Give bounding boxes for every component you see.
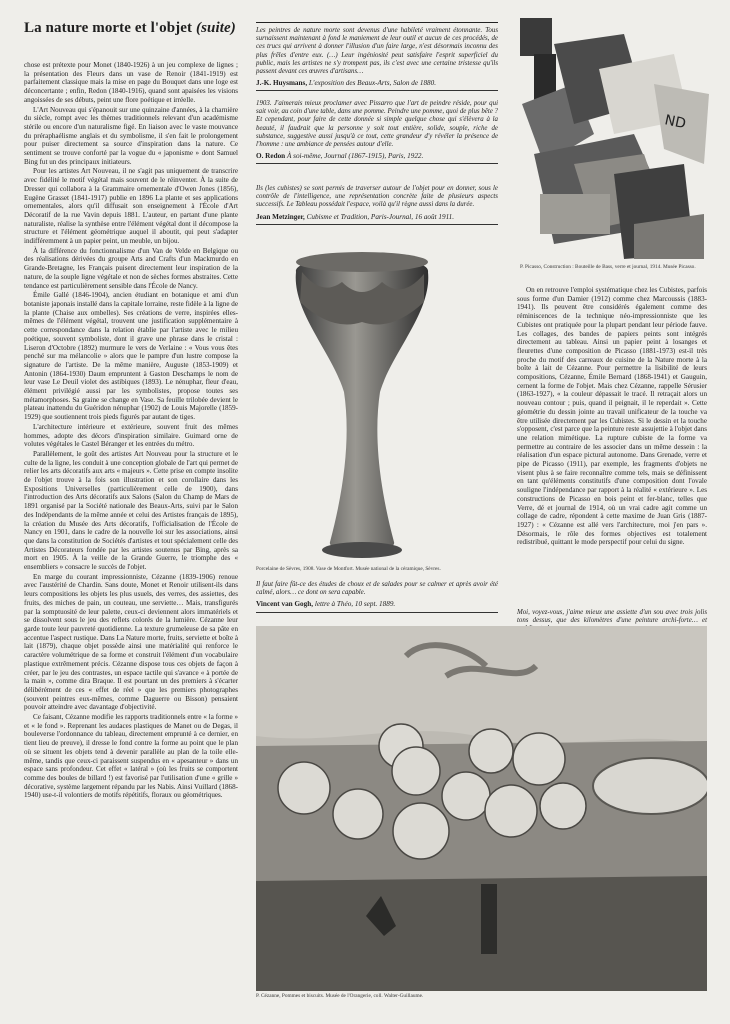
quote-author: O. Redon (256, 152, 287, 161)
quote-text: Les peintres de nature morte sont devenus d'une habileté vraiment étonnante. Tous surnaissent maintenant à fond le maniement de leur outil et aucun de ces procédés, de ces trucs qui arrivent à donner l'illusion d'un faire large, n'est désormais inconnu des plus frêles d'entre eux. (…) Leur ingéniosité peut satisfaire l'esprit superficiel du public, mais les artistes ne s'y trompent pas, ils c'est avec une certaine tristesse qu'ils passent devant ces œuvres d'artisans… (256, 27, 498, 76)
quote-van-gogh (256, 581, 498, 613)
quote-work: lettre à Théo, 10 sept. 1889. (314, 600, 396, 609)
picasso-construction-image (514, 14, 714, 262)
right-text-column (517, 286, 707, 606)
quotes-top-rule (256, 22, 498, 23)
sevres-vase-image (282, 242, 442, 564)
quote-text: Il faut faire fût-ce des études de choux et de salades pour se calmer et après avoir été calmé, alors… ce dont on sera capable. (256, 581, 498, 597)
left-text-column (24, 61, 238, 986)
quote-source (256, 152, 498, 164)
quote-work: L'exposition des Beaux-Arts, Salon de 1880. (308, 79, 437, 88)
paragraph: Ce faisant, Cézanne modifie les rapports traditionnels entre « la forme » et « le fond ». Reprenant les audaces plastiques de Manet ou de Degas, il bouleverse l'ordonnance du tableau, directement emprunté à ce dernier, en tient lieu de preuve), il dresse le fond contre la forme au point que le plan où se situent les objets tend à devenir parallèle au plan de la toile elle-même, tandis que ceux-ci paraissent suspendus en « apesanteur » dans un espace sans profondeur. Cet effet « latéral » (où les fruits se comportent comme des boules de billard !) est favorisé par l'utilisation d'une « grille » décorative, système largement répandu par les Nabis. Ainsi Vuillard (1868-1940) use-t-il volontiers de motifs répétitifs, floraux ou géométriques. (24, 713, 238, 800)
quote-source (256, 79, 498, 91)
paragraph: En marge du courant impressionniste, Cézanne (1839-1906) renoue avec l'austérité de Chardin. Sans doute, Monet et Renoir utilisent-ils dans leurs compositions les objets les plus usuels, des verres, des assiettes, des fruits, des miches de pain, un couteau, une serviette… Mais, transfigurés par la somptuosité de leur palette, ceux-ci deviennent alors immatériels et se dissolvent sous le jeu des reflets colorés de la lumière. Cézanne leur garde toute leur pauvreté quotidienne. La texture grumeleuse de sa pâte en accentue l'aspect rustique. Dans La Nature morte, fruits, serviette et boîte à lait (1879), chaque objet possède ainsi une matérialité qui renforce le caractère volumétrique de sa forme et construit l'élément d'un vocabulaire plastique extrêmement précis. Cézanne dispose tous ces objets de façon à créer, par le jeu des contrastes, un espace tactile qui s'avance « à portée de la main », comme dira Braque. Il est pourtant un des premiers à s'écarter délibérément de ces « effet de réel » que les premiers photographes (souvent peintres eux-mêmes, comme Daguerre ou Bisson) pensaient pouvoir atteindre avec davantage d'objectivité. (24, 572, 238, 712)
quote-text: 1903. J'aimerais mieux proclamer avec Pissarro que l'art de peindre réside, pour qui sait voir, au coin d'une table, dans une pomme. Peindre une pomme, quoi de plus bête ? Et cependant, pour faire de cette donnée si simple quelque chose qui s'élèvera à la beauté, il faudrait que la personne y soit tout entière, solide, souple, riche de substance, suggestive aussi jusqu'à ce tout, cette grandeur d'y révéler la présence de l'homme : une ambiance de pensées autour d'elle. (256, 100, 498, 149)
page-title (24, 20, 236, 37)
paragraph: À la différence du fonctionnalisme d'un Van de Velde en Belgique ou des réalisations dérivées du groupe Arts and Crafts d'un Mackmurdo en Grande-Bretagne, les Français puisent directement leur inspiration de la nature, de la souple ligne végétale et non de sèches formes abstraites. Cette tendance est particulièrement sensible dans l'École de Nancy. (24, 246, 238, 290)
paragraph: Émile Gallé (1846-1904), ancien étudiant en botanique et ami d'un botaniste japonais installé dans la capitale lorraine, reste fidèle à la ligne de la plante (Chaise aux ombelles). Ses créations de verre, inspirées elles-mêmes de l'élément végétal, trouvent une justification supplémentaire à cette correspondance dans la relation établie par l'artiste avec le milieu poétique, souvent symboliste, dont il grave une phrase dans le cristal : Liseron d'Octobre (1892) murmure le vers de Verlaine : « Vous vous êtes penché sur ma mélancolie » alors que le pampre d'un lustre compose la signature de l'artiste. De la même manière, Auguste (1853-1909) et Antonin (1864-1930) Daum empruntent à Gaston Deschamps le nom de leur vase Le Deuil violet des astibiques (1893). Le nénuphar, fleur d'eau, élément privilégié aussi par les symbolistes, propose toutes ses métamorphoses. Sa graine se change en Vase. Sa feuille trilobée devient le plateau inattendu du Guéridon nénuphar (1902) de Louis Majorelle (1859-1929) que soutiennent trois pieds figurés par autant de tiges. (24, 291, 238, 422)
paragraph: L'Art Nouveau qui s'épanouit sur une quinzaine d'années, à la charnière du siècle, rompt avec les thèmes traditionnels relevant d'un académisme stérile ou encore d'un naturalisme figé. En liaison avec le vaste mouvance du préraphaélisme anglais et du symbolisme, il s'en fait le prolongement pour puiser directement sa source d'inspiration dans la nature. Ce sentiment se trouve conforté par la vogue du « japonisme » dont Samuel Bing fut un des principaux initiateurs. (24, 105, 238, 166)
quote-source (256, 600, 498, 612)
quote-author: Jean Metzinger, (256, 212, 307, 221)
quote-redon (256, 100, 498, 164)
caption-vase: Porcelaine de Sèvres, 1908. Vase de Montfort. Musée national de la céramique, Sèvres. (256, 566, 441, 572)
quote-author: J.-K. Huysmans, (256, 79, 309, 88)
quote-huysmans (256, 27, 498, 91)
paragraph: L'architecture intérieure et extérieure, souvent fruit des mêmes hommes, adopte des décors d'inspiration similaire. Guimard orne de volutes végétales le Castel Béranger et les entrées du métro. (24, 422, 238, 449)
quote-work: Cubisme et Tradition, Paris-Journal, 16 août 1911. (306, 212, 455, 221)
svg-text:ND: ND (663, 112, 688, 133)
paragraph: Pour les artistes Art Nouveau, il ne s'agit pas uniquement de transcrire avec fidélité le motif végétal mais souvent de le réinventer. À la suite de Dresser qui collabora à la Grammaire ornementale d'Owen Jones (1856), Eugène Grasset (1841-1917) publie en 1896 La plante et ses applications ornementales, alors qu'il diffusait son enseignement à l'École d'Art Décoratif de la rue Vavin depuis 1881. L'auteur, en partant d'une plante naturaliste, réalise la synthèse entre l'élément végétal dont il décompose la structure et l'élément géométrique auquel il aboutit, qui peut s'adapter indifféremment à un papier peint, un meuble, un bijou. (24, 167, 238, 246)
paragraph: chose est prétexte pour Monet (1840-1926) à un jeu complexe de lignes ; la présentation des Fleurs dans un vase de Renoir (1841-1919) est parfaitement classique mais la mise en page du Bouquet dans une loge est déconcertante ; enfin, Redon (1840-1916), quand sont apaisées les visions angoissées de ses débuts, peint une flore poétique et irréelle. (24, 61, 238, 104)
title-suite: (suite) (195, 20, 236, 36)
caption-still-life: P. Cézanne, Pommes et biscuits. Musée de l'Orangerie, coll. Walter-Guillaume. (256, 993, 424, 999)
paragraph: On en retrouve l'emploi systématique chez les Cubistes, parfois sous forme d'un Damier (1912) comme chez Marcoussis (1883-1941). Ils peuvent être considérés également comme des réminiscences de la technique néo-impressionniste que les Cubistes ont pratiquée pour la plupart pendant leur période fauve. Les collages, des bandes de papiers peints sont intégrés directement au tableau. Ainsi un papier peint à losanges et fleurettes d'une composition de Picasso (1881-1973) est-il très proche du motif des carreaux de cuisine de la Nature morte à la boîte à lait de Cézanne. Pour permettre la lisibilité de leurs compositions, Cézanne, Émile Bernard (1868-1941) et Gauguin, cernent la forme de l'objet. Mais chez Cézanne, rappelle Sérusier (1863-1927), « la couleur dépassait le tracé. Il retraçait alors un nouveau contour ; puis, quand il peignait, il le reperdait ». Cette géométrie du dessin jointe au travail unificateur de la touche va être utilisée directement par les Cubistes. Si le dessin et la touche s'opposent, c'est parce que la peinture reste assujettie à l'objet dans une relation mimétique. La rupture cubiste de la forme va permettre au contraire de les associer dans un même dessein : la réalisation d'un espace pictural autonome. Dans Grenade, verre et pipe de Picasso (1911), par exemple, les fragments d'objets ne visent plus à se faire reconnaître comme tels, mais se définissent en tant qu'éléments constitutifs d'une composition dont l'ovale souligne l'indépendance par rapport à la réalité « extérieure ». Les constructions de Picasso en bois peint et fer-blanc, telles que Verre, dé et journal de 1914, où un vrai cadre agit comme un collage de cadre, répondent à cette maxime de Juan Gris (1887-1927) : « Cézanne est allé vers l'architecture, moi j'en pars ». Désormais, le rôle des formes objectives est totalement redistribué, quittant le mode perspectif pour celui du signe. (517, 286, 707, 547)
quote-source (256, 213, 498, 225)
quote-metzinger (256, 185, 498, 225)
quote-text: Ils (les cubistes) se sont permis de traverser autour de l'objet pour en donner, sous le contrôle de l'intelligence, une représentation concrète faite de plusieurs aspects successifs. Le Tableau possédait l'espace, voilà qu'il règne aussi dans la durée. (256, 185, 498, 209)
quote-text: Moi, voyez-vous, j'aime mieux une assiette d'un sou avec trois jolis tons dessus, que des kilomètres d'une peinture archi-forte… et (517, 609, 707, 625)
caption-construction: P. Picasso, Construction : Bouteille de Bass, verre et journal, 1914. Musée Picasso. (520, 264, 696, 270)
paragraph: Parallèlement, le goût des artistes Art Nouveau pour la structure et le culte de la ligne, les conduit à une conception globale de l'art qui permet de relier les arts décoratifs aux arts « majeurs ». Cette prise en compte insolite de l'objet trouve à la fois son illustration et son corollaire dans les Expositions Universelles (particulièrement celle de 1900), dans l'introduction des Arts décoratifs aux Salons (Salon du Champ de Mars de 1891 organisé par la Société nationale des Beaux-Arts, suivi par le Salon des Indépendants de la même année et celui des Artistes français de 1895), la création du Musée des Arts décoratifs, l'officialisation de l'École de Nancy en 1901, dans le cadre de la nouvelle loi sur les associations, ainsi que dans la constitution de Sociétés d'artistes et tout spécialement celle des Artistes Décorateurs fondée par les artistes soutenus par Bing, après sa mort en 1905. À la veille de la Grande Guerre, le triomphe des « ensembliers » consacre le succès de l'objet. (24, 449, 238, 572)
cezanne-still-life-image (256, 626, 707, 991)
quote-work: À soi-même, Journal (1867-1915), Paris, 1922. (286, 152, 424, 161)
title-main: La nature morte et l'objet (24, 20, 193, 36)
quote-author: Vincent van Gogh, (256, 600, 315, 609)
